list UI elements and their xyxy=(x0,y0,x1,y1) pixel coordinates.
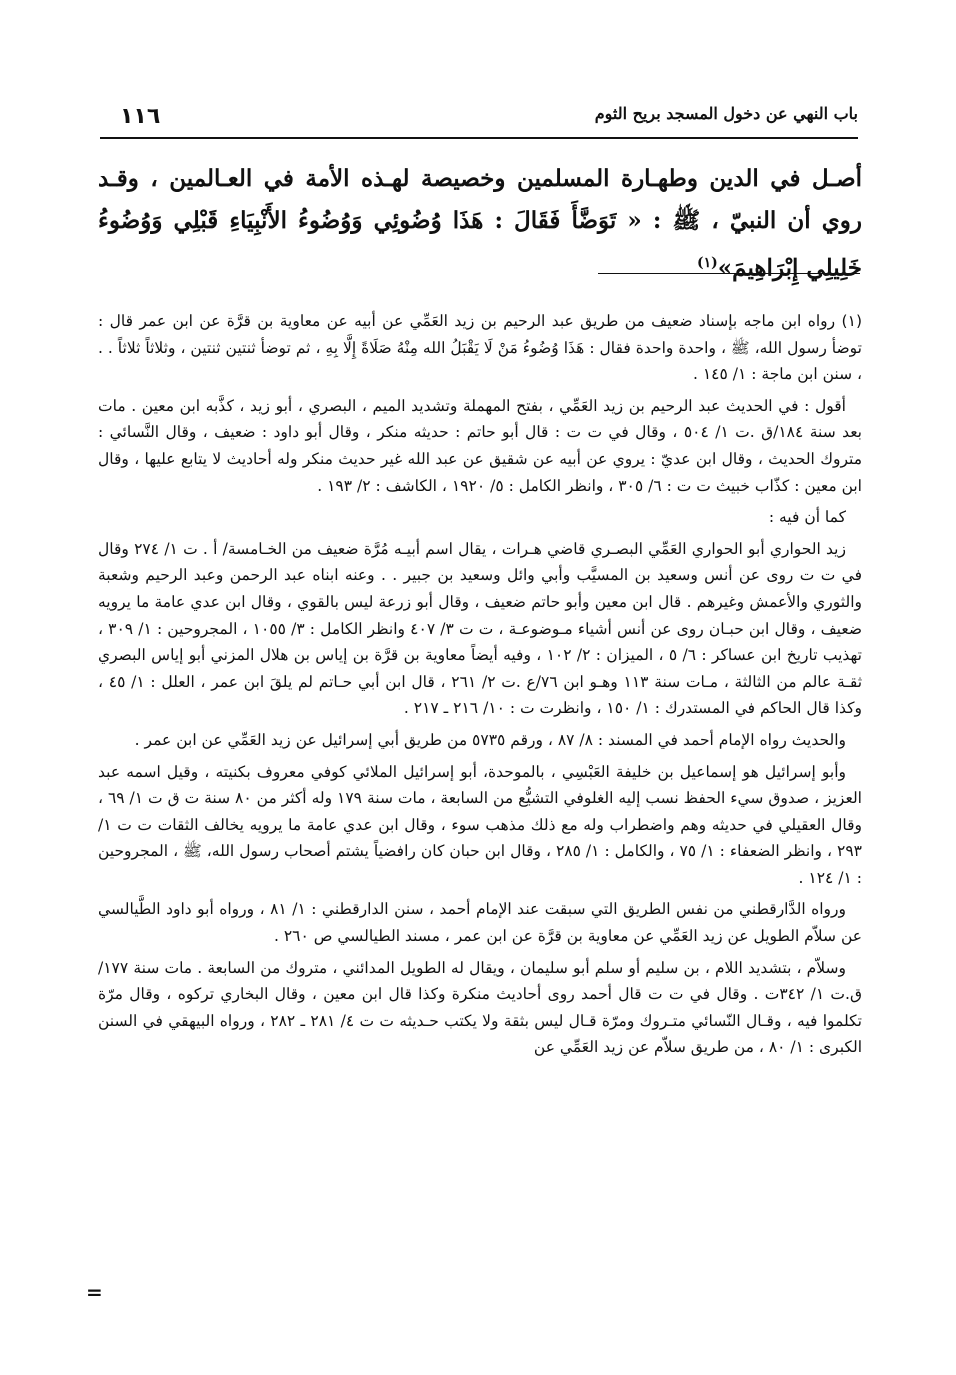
hadith-quote: تَوَضَّأَ فَقَالَ : هَذَا وُضُوئِي وَوُضُوءُ الأَنْبِيَاءِ قَبْلِي وَوُضُوءُ خَلِيلِي إِبْرَاهِيمَ xyxy=(98,207,862,282)
footnote-paragraph: زيد الحواري أبو الحواري العَمِّي البصـري قاضي هـرات ، يقال اسم أبيـه مُرَّة ضعيف من الخـامسة/ أ . ت ١/ ٢٧٤ وقال في ت ت روى عن أنس وسعيد بن المسيَّب وأبي وائل وسعيد بن جبير . . وعنه ابناه عبد الرحمن وعبد الرحيم وشعبة والثوري والأعمش وغيرهم . قال ابن معين وأبو حاتم ضعيف ، وقال أبو زرعة ليس بالقوي ، وقال ابن عدي عامة ما يرويه ضعيف ، وقال ابن حبـان روى عن أنس أشياء مـوضوعـة ، ت ت ٣/ ٤٠٧ وانظر الكامل : ٣/ ١٠٥٥ ، المجروحين : ١/ ٣٠٩ ، تهذيب تاريخ ابن عساكر : ٦/ ٥ ، الميزان : ٢/ ١٠٢ ، وفيه أيضاً معاوية بن قرَّة بن إياس بن هلال المزني أبو إياس البصري ثقـة عالم من الثالثة ، مـات سنة ١١٣ وهـو ابن ٧٦/ع .ت ٢/ ٢٦١ ، قال ابن أبي حـاتم لم يلقَ ابن عمر ، العلل : ١/ ٤٥ ، وكذا قال الحاكم في المستدرك : ١/ ١٥٠ ، وانظرت ت : ١٠/ ٢١٦ ـ ٢١٧ . xyxy=(98,539,863,718)
footnote-marker: (١) xyxy=(841,312,862,330)
main-paragraph xyxy=(98,158,862,290)
footnote-paragraph: ورواه الدَّارقطني من نفس الطريق التي سبقت عند الإمام أحمد ، سنن الدارقطني : ١/ ٨١ ، ورواه أبو داود الطَّيالسي عن سلاّم الطويل عن زيد العَمِّي عن معاوية بن قرَّة عن ابن عمر ، مسند الطيالسي ص ٢٦٠ . xyxy=(98,900,862,946)
footnote-paragraph xyxy=(98,308,862,388)
footnote-paragraph: كما أن فيه : xyxy=(768,508,846,527)
page-number: ١١٦ xyxy=(120,104,161,129)
continuation-mark: = xyxy=(86,1280,103,1304)
main-sentence: أصـل في الدين وطهـارة المسلمين وخصيصة لهـذه الأمة في العـالمين ، وقـد روي أن النبيّ ، ﷺ : « xyxy=(98,165,862,234)
quote-close: » xyxy=(717,254,733,282)
main-text xyxy=(98,158,862,290)
footnote-paragraph: والحديث رواه الإمام أحمد في المسند : ٨/ ٨٧ ، ورقم ٥٧٣٥ من طريق أبي إسرائيل عن زيد العَمِّي عن ابن عمر . xyxy=(134,730,846,749)
header-rule xyxy=(100,137,858,139)
footnote-reference: (١) xyxy=(697,255,718,271)
footnote-paragraph: وسلاّم ، بتشديد اللام ، بن سليم أو سلم أبو سليمان ، ويقال له الطويل المدائني ، متروك من السابعة . مات سنة ١٧٧/ ق.ت ١/ ٣٤٢ت . وقال في ت ت قال أحمد روى أحاديث منكرة وكذا قال ابن معين ، وقال البخاري تركوه ، وقال مرّة تكلموا فيه ، وقـال النّسائي متـروك ومرّة قـال ليس بثقة ولا يكتب حـديثه ت ت ٤/ ٢٨١ ـ ٢٨٢ ، ورواه البيهقي في السنن الكبرى : ١/ ٨٠ ، من طريق سلاّم عن زيد العَمِّي عن xyxy=(98,958,862,1057)
footnotes xyxy=(98,308,862,1066)
chapter-title: باب النهي عن دخول المسجد بريح الثوم xyxy=(594,104,858,123)
footnote-paragraph: أقول : في الحديث عبد الرحيم بن زيد العَمِّي ، بفتح المهملة وتشديد الميم ، البصري ، أبو زيد ، كذَّبه ابن معين . مات بعد سنة ١٨٤/ق .ت ١/ ٥٠٤ ، وقال في ت ت : قال أبو حاتم : حديثه منكر ، وقال أبو داود : ضعيف ، وقال النَّسائي : متروك الحديث ، وقال ابن عديّ : يروي عن أبيه عن شقيق عن عبد الله غير حديث منكر وله أحاديث لا يتابع عليها ، وقال ابن معين : كذّاب خبيث ت ت : ٦/ ٣٠٥ ، وانظر الكامل : ٥/ ١٩٢٠ ، الكاشف : ٢/ ١٩٣ . xyxy=(98,396,862,495)
footnote-paragraph: وأبو إسرائيل هو إسماعيل بن خليفة العَبْسِي ، بالموحدة، أبو إسرائيل الملائي كوفي معروف بكنيته ، وقيل اسمه عبد العزيز ، صدوق سيء الحفظ نسب إليه الغلوفي التشيُّع من السابعة ، مات سنة ١٧٩ وله أكثر من ٨٠ سنة ت ق ت ١/ ٦٩ ، وقال العقيلي في حديثه وهم واضطراب وله مع ذلك مذهب سوء ، وقال ابن عدي عامة ما يرويه يخالف الثقات ت ت ١/ ٢٩٣ ، وانظر الضعفاء : ١/ ٧٥ ، والكامل : ١/ ٢٨٥ ، وقال ابن حبان كان رافضياً يشتم أصحاب رسول الله، ﷺ ، المجروحين : ١/ ١٢٤ . xyxy=(98,762,862,887)
page-header xyxy=(100,100,858,134)
footnote-separator xyxy=(598,273,860,274)
footnote-text: رواه ابن ماجه بإسناد ضعيف من طريق عبد الرحيم بن زيد العَمِّي عن أبيه عن معاوية بن قرَّة عن ابن عمر قال : توضأ رسول الله، ﷺ ، واحدة واحدة فقال : هَذَا وُضُوءُ مَنْ لَا يَقْبَلُ الله مِنْهُ صَلَاةً إِلَّا بِهِ ، ثم توضأ ثنتين ثنتين ، وثلاثاً ثلاثاً . . ، سنن ابن ماجة : ١/ ١٤٥ . xyxy=(98,312,862,384)
